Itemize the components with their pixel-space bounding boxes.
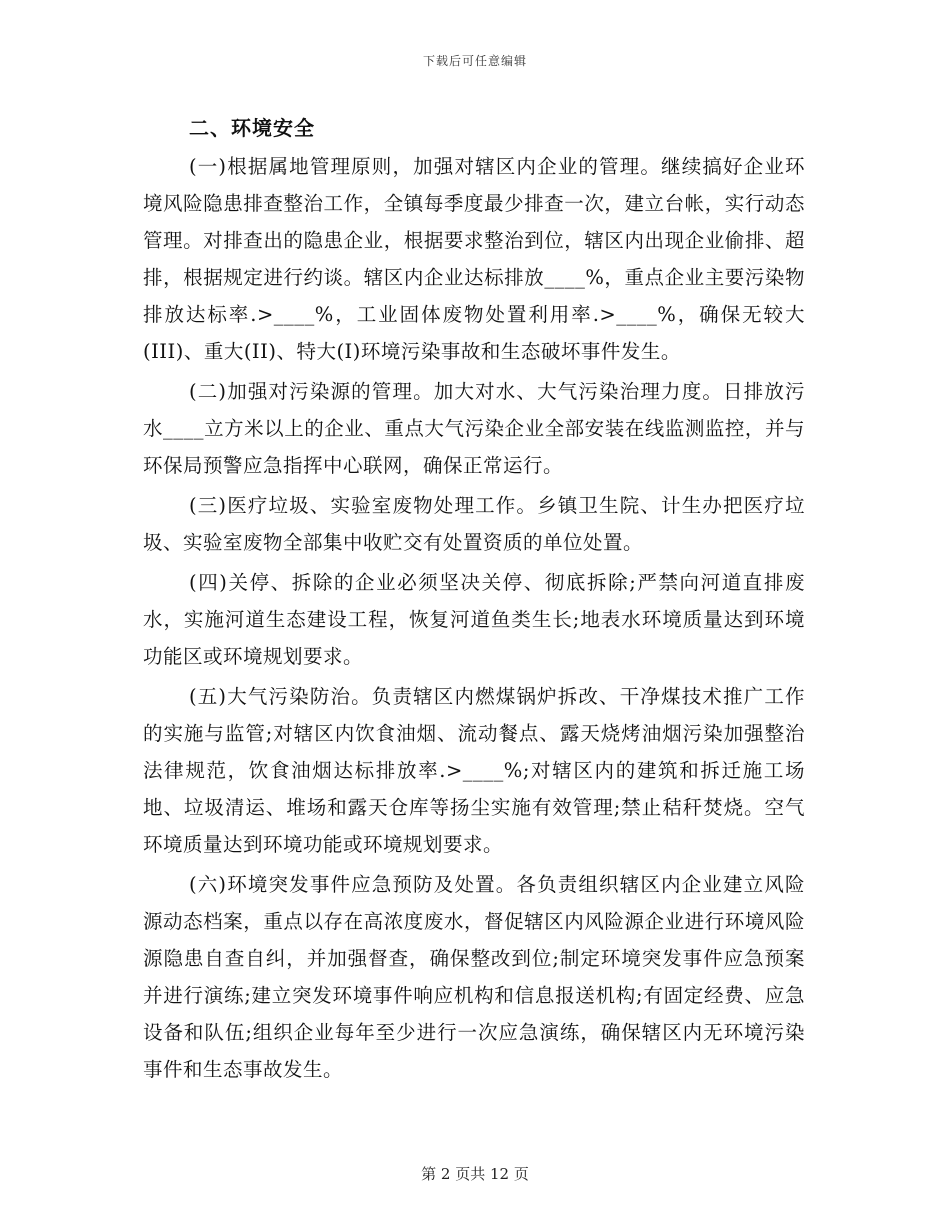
paragraph-1: (一)根据属地管理原则，加强对辖区内企业的管理。继续搞好企业环境风险隐患排查整治工作，全镇每季度最少排查一次，建立台帐，实行动态管理。对排查出的隐患企业，根据要求整治到位，辖区内出现企业偷排、超排，根据规定进行约谈。辖区内企业达标排放____%，重点企业主要污染物排放达标率.>____%，工业固体废物处置利用率.>____%，确保无较大(III)、重大(II)、特大(I)环境污染事故和生态破坏事件发生。 xyxy=(143,155,805,363)
document-body xyxy=(143,110,805,1091)
page-header: 下载后可任意编辑 xyxy=(422,54,527,68)
paragraph-5: (五)大气污染防治。负责辖区内燃煤锅炉拆改、干净煤技术推广工作的实施与监管;对辖区内饮食油烟、流动餐点、露天烧烤油烟污染加强整治法律规范，饮食油烟达标排放率.>____%;对辖区内的建筑和拆迁施工场地、垃圾清运、堆场和露天仓库等扬尘实施有效管理;禁止秸秆焚烧。空气环境质量达到环境功能或环境规划要求。 xyxy=(143,685,805,856)
section-title: 二、环境安全 xyxy=(189,116,315,140)
page-footer: 第 2 页共 12 页 xyxy=(421,1165,529,1183)
paragraph-4: (四)关停、拆除的企业必须坚决关停、彻底拆除;严禁向河道直排废水，实施河道生态建设工程，恢复河道鱼类生长;地表水环境质量达到环境功能区或环境规划要求。 xyxy=(143,571,805,668)
paragraph-3: (三)医疗垃圾、实验室废物处理工作。乡镇卫生院、计生办把医疗垃圾、实验室废物全部集中收贮交有处置资质的单位处置。 xyxy=(143,494,805,554)
paragraph-2: (二)加强对污染源的管理。加大对水、大气污染治理力度。日排放污水____立方米以上的企业、重点大气污染企业全部安装在线监测监控，并与环保局预警应急指挥中心联网，确保正常运行。 xyxy=(143,380,805,477)
paragraph-6: (六)环境突发事件应急预防及处置。各负责组织辖区内企业建立风险源动态档案，重点以存在高浓度废水，督促辖区内风险源企业进行环境风险源隐患自查自纠，并加强督查，确保整改到位;制定环境突发事件应急预案并进行演练;建立突发环境事件响应机构和信息报送机构;有固定经费、应急设备和队伍;组织企业每年至少进行一次应急演练，确保辖区内无环境污染事件和生态事故发生。 xyxy=(143,873,805,1081)
